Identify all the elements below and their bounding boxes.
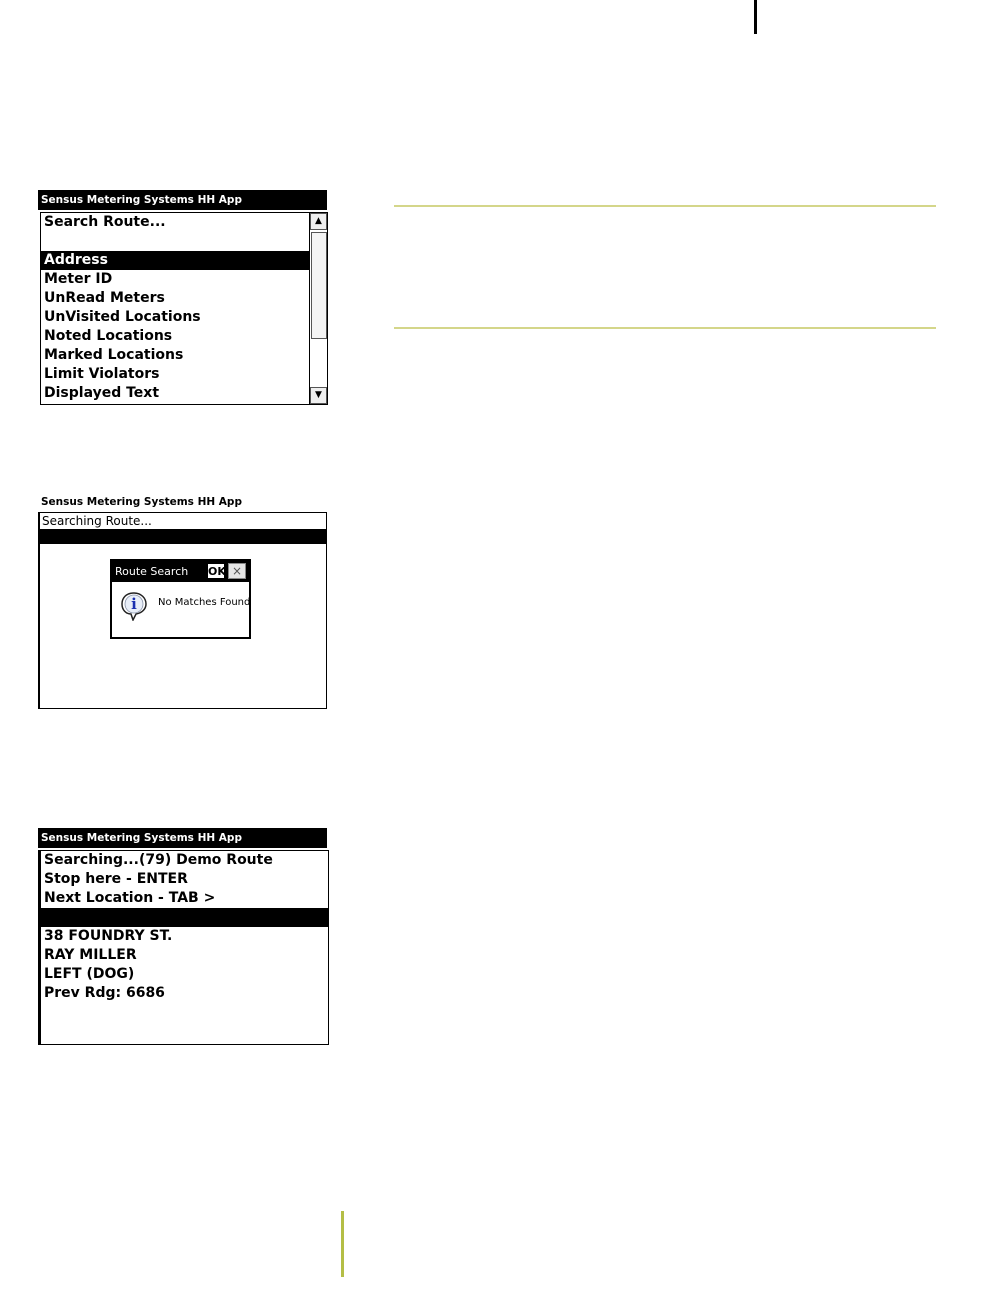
search-route-heading: Search Route... (44, 214, 166, 230)
dialog-title: Route Search (112, 561, 249, 582)
selection-bar (41, 908, 328, 927)
selection-bar (40, 530, 326, 544)
note-rule-top (394, 205, 936, 207)
list-item-noted-locations[interactable]: Noted Locations (44, 328, 173, 344)
customer-name: RAY MILLER (44, 947, 137, 963)
searching-route-panel (38, 512, 327, 709)
scroll-up-arrow-icon[interactable]: ▲ (310, 213, 327, 230)
ok-button[interactable]: OK (208, 565, 226, 578)
list-item-marked-locations[interactable]: Marked Locations (44, 347, 184, 363)
location-address: 38 FOUNDRY ST. (44, 928, 173, 944)
next-location-hint: Next Location - TAB > (44, 890, 216, 906)
search-result-screen (38, 828, 327, 1046)
scrollbar-thumb[interactable] (311, 232, 327, 339)
list-item-unread-meters[interactable]: UnRead Meters (44, 290, 165, 306)
vertical-scrollbar[interactable] (309, 213, 327, 404)
info-icon-glyph: i (131, 595, 137, 613)
note-rule-bottom (394, 327, 936, 329)
search-route-screen (38, 190, 327, 406)
route-search-dialog (110, 559, 251, 639)
app-title-bar: Sensus Metering Systems HH App (38, 828, 327, 848)
search-route-list (41, 213, 309, 403)
spacer-row (41, 232, 309, 251)
list-item-meter-id[interactable]: Meter ID (44, 271, 113, 287)
close-icon[interactable]: × (228, 563, 246, 579)
info-icon (120, 591, 148, 621)
app-title-bar: Sensus Metering Systems HH App (38, 190, 327, 210)
list-item-displayed-text[interactable]: Displayed Text (44, 385, 160, 401)
footer-accent-bar (341, 1211, 344, 1277)
searching-route-screen (38, 492, 326, 710)
list-item-address[interactable]: Address (41, 251, 309, 270)
location-note: LEFT (DOG) (44, 966, 135, 982)
previous-reading: Prev Rdg: 6686 (44, 985, 165, 1001)
list-item-limit-violators[interactable]: Limit Violators (44, 366, 160, 382)
page-top-divider (754, 0, 757, 34)
search-route-panel (40, 212, 328, 405)
searching-progress: Searching...(79) Demo Route (44, 852, 273, 868)
list-item-unvisited-locations[interactable]: UnVisited Locations (44, 309, 201, 325)
scroll-down-arrow-icon[interactable]: ▼ (310, 387, 327, 404)
app-title-bar: Sensus Metering Systems HH App (38, 492, 326, 512)
searching-status: Searching Route... (40, 513, 326, 530)
dialog-message: No Matches Found (158, 597, 251, 608)
search-result-panel (38, 850, 329, 1045)
stop-here-hint: Stop here - ENTER (44, 871, 188, 887)
